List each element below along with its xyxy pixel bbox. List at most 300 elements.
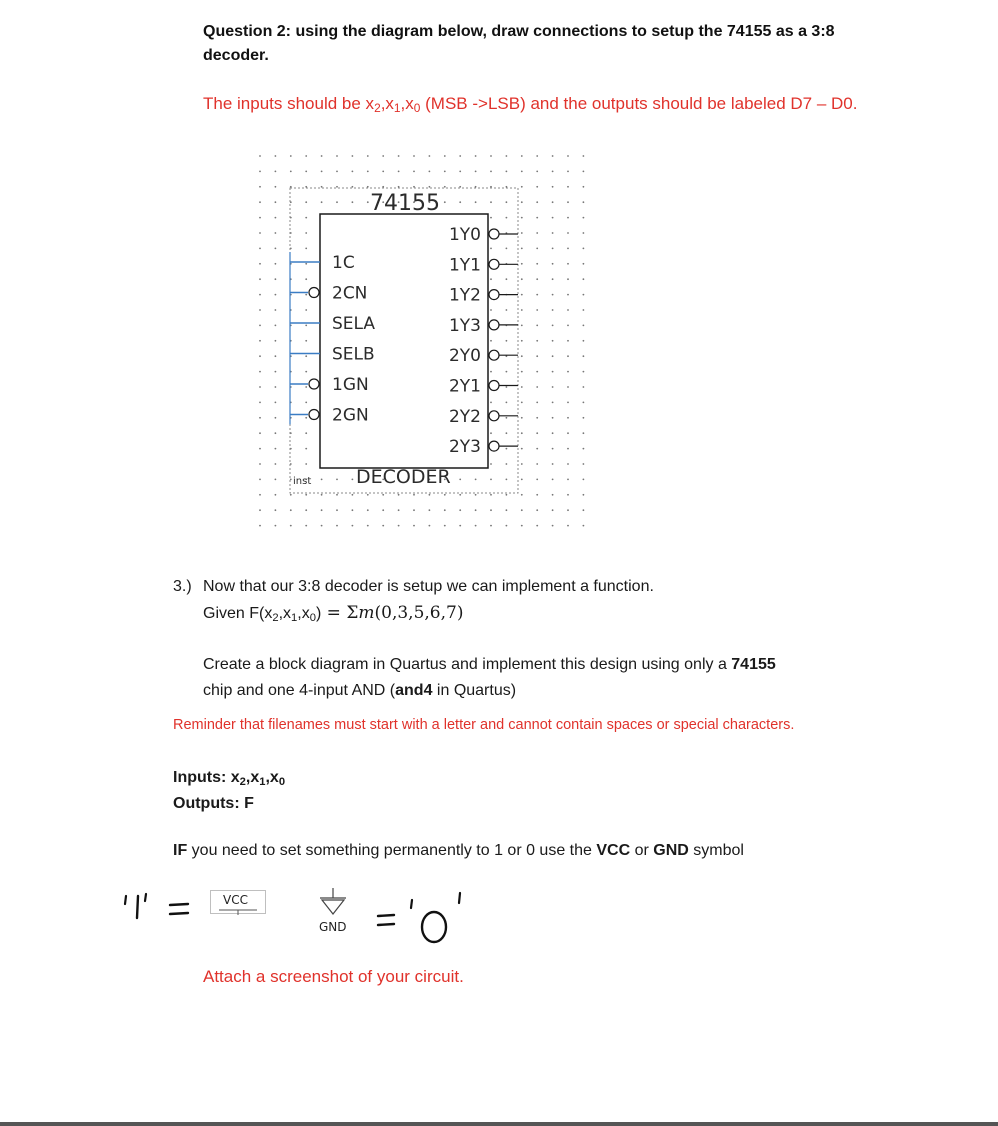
grid-dot [583,417,585,419]
create-text: Create a block diagram in Quartus and implement this design using only a [203,656,732,673]
grid-dot [521,402,523,404]
grid-dot [305,171,307,173]
output-pin-label: 2Y0 [448,346,481,367]
inversion-bubble [309,379,319,389]
ground-icon [318,886,348,918]
output-pin-label: 1Y3 [448,315,481,336]
grid-dot [490,494,492,496]
grid-dot [429,186,431,188]
grid-dot [552,263,554,265]
grid-dot [583,402,585,404]
grid-dot [352,171,354,173]
grid-dot [506,309,508,311]
subscript-1: 1 [393,100,401,115]
grid-dot [275,325,277,327]
grid-dot [521,448,523,450]
inputs-sep: ,x [245,769,260,786]
grid-dot [521,386,523,388]
grid-dot [259,232,261,234]
grid-dot [536,186,538,188]
grid-dot [275,448,277,450]
grid-dot [536,386,538,388]
grid-dot [567,402,569,404]
grid-dot [583,509,585,511]
grid-dot [336,171,338,173]
grid-dot [567,278,569,280]
grid-dot [259,294,261,296]
grid-dot [567,186,569,188]
sum-symbol: Σ [346,603,359,623]
grid-dot [552,386,554,388]
grid-dot [475,186,477,188]
grid-dot [459,201,461,203]
grid-dot [521,232,523,234]
grid-dot [398,525,400,527]
inversion-bubble [309,410,319,420]
section-3-intro [173,574,654,600]
subscript-1: 1 [259,775,266,788]
grid-dot [490,402,492,404]
grid-dot [567,509,569,511]
grid-dot [444,201,446,203]
inputs-sep: ,x [265,769,279,786]
grid-dot [352,479,354,481]
grid-dot [506,417,508,419]
vcc-symbol [210,890,266,914]
grid-dot [583,340,585,342]
create-line-2 [203,678,776,704]
gnd-label: GND [319,920,347,934]
grid-dot [536,325,538,327]
output-pin-label: 1Y1 [448,255,481,276]
filename-reminder: Reminder that filenames must start with a letter and cannot contain spaces or special characters. [173,717,795,733]
grid-dot [506,248,508,250]
grid-dot [521,186,523,188]
grid-dot [352,201,354,203]
grid-dot [413,171,415,173]
section-3 [173,574,654,627]
grid-dot [305,417,307,419]
subscript-0: 0 [309,611,316,624]
grid-dot [583,371,585,373]
grid-dot [521,417,523,419]
grid-dot [382,525,384,527]
subscript-0: 0 [278,775,286,788]
grid-dot [275,402,277,404]
subscript-0: 0 [413,100,421,115]
grid-dot [290,186,292,188]
minterm-list: (0,3,5,6,7) [374,603,464,623]
grid-dot [552,340,554,342]
input-output-instruction [203,94,857,114]
subscript-2: 2 [239,775,246,788]
grid-dot [567,340,569,342]
vcc-rail-icon [211,905,265,915]
grid-dot [367,155,369,157]
grid-dot [536,171,538,173]
decoder-schematic [250,148,600,533]
grid-dot [429,171,431,173]
grid-dot [552,278,554,280]
grid-dot [583,325,585,327]
grid-dot [490,309,492,311]
grid-dot [259,371,261,373]
grid-dot [459,494,461,496]
if-bold: IF [173,842,188,859]
inputs-label: Inputs: x [173,769,240,786]
grid-dot [490,463,492,465]
grid-dot [275,494,277,496]
grid-dot [567,217,569,219]
grid-dot [259,325,261,327]
grid-dot [475,525,477,527]
grid-dot [490,217,492,219]
grid-dot [490,525,492,527]
grid-dot [398,494,400,496]
grid-dot [490,201,492,203]
grid-dot [567,448,569,450]
equals-sign: = [321,603,347,623]
grid-dot [352,509,354,511]
given-text: Given F(x [203,605,273,622]
note-text: you need to set something permanently to 1 or 0 use the [187,842,597,859]
grid-dot [321,525,323,527]
grid-dot [305,371,307,373]
grid-dot [506,171,508,173]
grid-dot [552,525,554,527]
grid-dot [275,248,277,250]
input-pin-label: 1GN [332,375,369,395]
grid-dot [552,355,554,357]
grid-dot [382,155,384,157]
grid-dot [583,278,585,280]
grid-dot [583,171,585,173]
grid-dot [583,232,585,234]
grid-dot [552,294,554,296]
grid-dot [583,217,585,219]
grid-dot [444,509,446,511]
section-3-intro-text: Now that our 3:8 decoder is setup we can implement a function. [203,578,654,595]
grid-dot [583,155,585,157]
grid-dot [521,201,523,203]
grid-dot [275,355,277,357]
inst-label: inst [293,476,312,487]
grid-dot [536,355,538,357]
grid-dot [536,155,538,157]
grid-dot [367,171,369,173]
grid-dot [259,309,261,311]
grid-dot [305,509,307,511]
grid-dot [275,201,277,203]
grid-dot [506,525,508,527]
output-pin-label: 1Y0 [448,225,481,245]
given-close: ) [315,605,322,622]
grid-dot [506,402,508,404]
section-number: 3.) [173,578,192,595]
grid-dot [521,355,523,357]
grid-dot [352,525,354,527]
grid-dot [583,355,585,357]
function-definition [173,600,654,627]
grid-dot [552,201,554,203]
grid-dot [536,479,538,481]
grid-dot [567,525,569,527]
inputs-line [173,765,285,791]
grid-dot [321,509,323,511]
grid-dot [444,171,446,173]
output-pin-label: 1Y2 [448,285,481,306]
grid-dot [536,448,538,450]
grid-dot [275,263,277,265]
grid-dot [413,155,415,157]
grid-dot [506,201,508,203]
grid-dot [567,294,569,296]
grid-dot [583,201,585,203]
grid-dot [552,432,554,434]
grid-dot [552,325,554,327]
question-2-line-2: decoder. [203,47,269,64]
grid-dot [305,402,307,404]
grid-dot [321,186,323,188]
grid-dot [536,402,538,404]
grid-dot [259,248,261,250]
grid-dot [490,278,492,280]
grid-dot [583,525,585,527]
grid-dot [536,201,538,203]
grid-dot [567,386,569,388]
grid-dot [536,432,538,434]
grid-dot [552,463,554,465]
input-pin-label: 2CN [332,283,368,304]
grid-dot [305,263,307,265]
grid-dot [398,155,400,157]
grid-dot [490,186,492,188]
grid-dot [583,186,585,188]
grid-dot [275,463,277,465]
grid-dot [552,402,554,404]
grid-dot [275,294,277,296]
grid-dot [382,171,384,173]
grid-dot [259,340,261,342]
grid-dot [506,186,508,188]
subscript-2: 2 [374,100,381,115]
grid-dot [305,463,307,465]
grid-dot [382,186,384,188]
grid-dot [352,155,354,157]
grid-dot [521,340,523,342]
grid-dot [506,371,508,373]
grid-dot [583,386,585,388]
grid-dot [259,448,261,450]
grid-dot [521,309,523,311]
grid-dot [506,463,508,465]
grid-dot [536,263,538,265]
grid-dot [536,232,538,234]
grid-dot [506,217,508,219]
grid-dot [321,201,323,203]
grid-dot [413,525,415,527]
input-pin-label: 2GN [332,405,369,426]
grid-dot [305,201,307,203]
grid-dot [490,432,492,434]
page-bottom-border [0,1122,998,1126]
grid-dot [305,448,307,450]
create-instruction [203,652,776,704]
input-pin-label: SELA [332,314,376,334]
grid-dot [259,217,261,219]
grid-dot [521,371,523,373]
grid-dot [521,494,523,496]
grid-dot [305,340,307,342]
grid-dot [305,278,307,280]
grid-dot [536,217,538,219]
grid-dot [259,525,261,527]
grid-dot [444,155,446,157]
grid-dot [536,494,538,496]
grid-dot [521,294,523,296]
grid-dot [275,155,277,157]
grid-dot [552,186,554,188]
grid-dot [521,155,523,157]
grid-dot [567,201,569,203]
instruction-text: The inputs should be x [203,94,375,113]
output-pin-label: 2Y1 [448,376,481,397]
grid-dot [305,217,307,219]
grid-dot [567,494,569,496]
grid-dot [367,186,369,188]
output-pin-label: 2Y2 [448,406,481,427]
grid-dot [413,186,415,188]
handwritten-equals-zero [372,890,482,950]
grid-dot [429,509,431,511]
grid-dot [336,525,338,527]
subscript-2: 2 [272,611,279,624]
grid-dot [552,217,554,219]
grid-dot [305,232,307,234]
grid-dot [536,278,538,280]
grid-dot [336,509,338,511]
grid-dot [521,325,523,327]
attach-instruction: Attach a screenshot of your circuit. [203,967,464,986]
grid-dot [275,417,277,419]
vcc-label: VCC [223,893,248,907]
inversion-bubble [489,320,499,330]
handwritten-one-equals [118,890,198,930]
grid-dot [567,355,569,357]
grid-dot [567,325,569,327]
input-pin-label: SELB [332,344,375,365]
grid-dot [459,171,461,173]
grid-dot [275,525,277,527]
grid-dot [413,509,415,511]
grid-dot [567,371,569,373]
grid-dot [552,371,554,373]
grid-dot [521,479,523,481]
grid-dot [536,340,538,342]
chip-name: 74155 [370,191,440,216]
grid-dot [259,432,261,434]
grid-dot [521,525,523,527]
grid-dot [305,155,307,157]
grid-dot [521,278,523,280]
grid-dot [259,201,261,203]
minterm-expression [321,603,463,623]
chip-bold: 74155 [731,656,776,673]
grid-dot [259,386,261,388]
instruction-sep: ,x [380,94,394,113]
grid-dot [305,525,307,527]
grid-dot [490,371,492,373]
grid-dot [321,479,323,481]
create-text: in Quartus) [432,682,517,699]
grid-dot [398,171,400,173]
grid-dot [305,432,307,434]
grid-dot [321,155,323,157]
grid-dot [552,479,554,481]
inversion-bubble [489,259,499,269]
grid-dot [521,509,523,511]
grid-dot [521,217,523,219]
grid-dot [552,232,554,234]
grid-dot [521,171,523,173]
grid-dot [552,509,554,511]
grid-dot [521,263,523,265]
grid-dot [259,263,261,265]
grid-dot [413,494,415,496]
grid-dot [275,217,277,219]
grid-dot [275,432,277,434]
grid-dot [429,494,431,496]
minterm-m: m [358,603,375,623]
note-text: symbol [688,842,744,859]
grid-dot [305,248,307,250]
grid-dot [259,355,261,357]
create-line-1 [203,652,776,678]
grid-dot [398,186,400,188]
grid-dot [259,402,261,404]
grid-dot [459,186,461,188]
grid-dot [367,201,369,203]
grid-dot [444,494,446,496]
grid-dot [321,494,323,496]
grid-dot [444,525,446,527]
inversion-bubble [489,350,499,360]
vcc-bold: VCC [596,842,631,859]
inversion-bubble [309,288,319,298]
grid-dot [305,355,307,357]
grid-dot [305,325,307,327]
grid-dot [321,171,323,173]
grid-dot [352,494,354,496]
grid-dot [336,186,338,188]
grid-dot [567,155,569,157]
grid-dot [305,309,307,311]
grid-dot [552,248,554,250]
grid-dot [382,494,384,496]
grid-dot [567,263,569,265]
grid-dot [506,479,508,481]
gnd-bold: GND [653,842,689,859]
outputs-line: Outputs: F [173,795,254,812]
grid-dot [305,186,307,188]
grid-dot [583,309,585,311]
grid-dot [552,417,554,419]
grid-dot [275,340,277,342]
grid-dot [521,248,523,250]
inversion-bubble [489,381,499,391]
grid-dot [367,509,369,511]
decoder-footer: DECODER [356,466,451,488]
